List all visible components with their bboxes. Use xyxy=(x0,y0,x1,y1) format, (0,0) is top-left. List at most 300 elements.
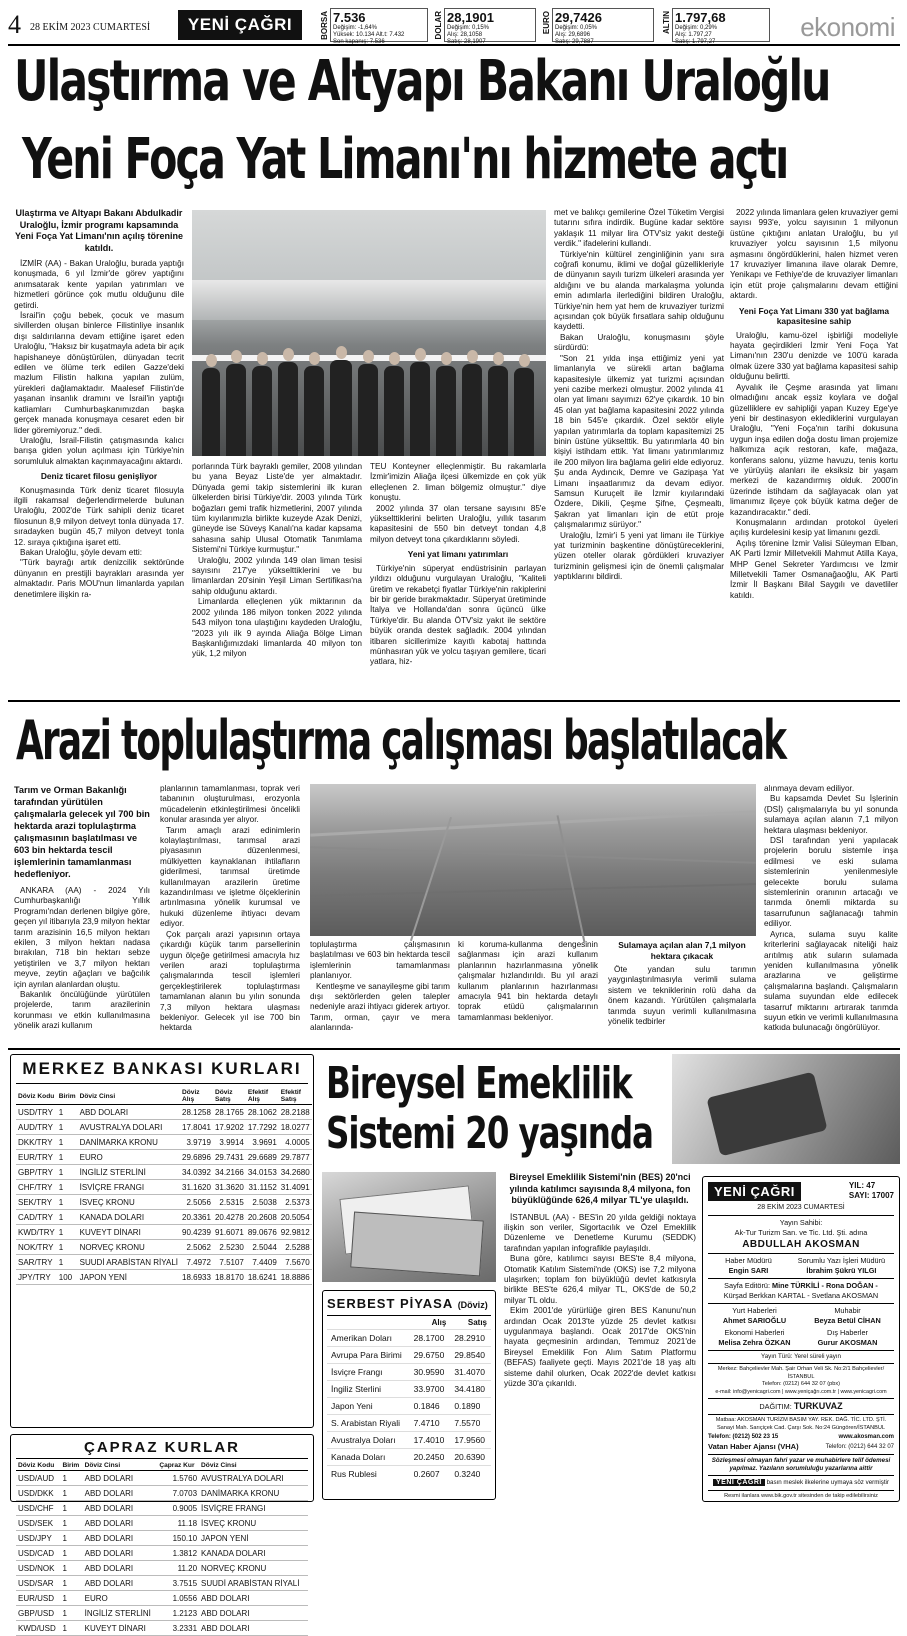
banknote xyxy=(350,1212,484,1277)
ticker-line: Satış: 29,7887 xyxy=(555,39,594,45)
table-row xyxy=(16,1210,312,1225)
table-cell: DKK/TRY xyxy=(16,1135,57,1150)
ticker-label: EURO xyxy=(542,11,551,35)
person xyxy=(252,366,272,456)
table-cell: 0.1890 xyxy=(450,1398,491,1415)
name: Ahmet SARIOĞLU xyxy=(722,1316,787,1325)
table-row xyxy=(16,1240,312,1255)
table-cell: 29.7431 xyxy=(213,1150,246,1165)
table-cell: USD/CAD xyxy=(16,1546,60,1561)
imprint-date: 28 EKİM 2023 CUMARTESİ xyxy=(757,1204,845,1211)
imprint-cell xyxy=(801,1328,894,1348)
article1-col5 xyxy=(730,208,898,601)
table-cell: 1 xyxy=(60,1591,82,1606)
imprint-ilan: Resmi ilanlara www.bik.gov.tr sitesinden de takip edilebilirsiniz xyxy=(724,1493,878,1499)
person xyxy=(278,362,298,456)
table-cell: KANADA DOLARI xyxy=(199,1546,308,1561)
role: Dış Haberler xyxy=(827,1328,868,1337)
divider xyxy=(708,1414,894,1415)
capraz-kurlar-table xyxy=(10,1434,314,1633)
imprint-yil: YIL: 47 xyxy=(848,1181,876,1190)
article3-lead: Bireysel Emeklilik Sistemi'nin (BES) 20'nci yılında katılımcı sayısında 8,4 milyona, fon büyüklüğünde 626,4 milyar TL'ye ulaşıldı. xyxy=(509,1172,691,1205)
table-cell: 20.2608 xyxy=(246,1210,279,1225)
paragraph: Konuşmasında Türk deniz ticaret filosuyla ilgili rakamsal değerlendirmelerde bulunan Uraloğlu, 2002'de Türk sahipli deniz ticaret filosunun 8,9 milyon detveyt tonla dünyada 17. sıradayken bugün 45,7 milyon detveyt tonla 12. sıraya çıktığına işaret etti. xyxy=(14,485,184,547)
ticker-line: Alış: 29,6896 xyxy=(555,32,591,38)
divider xyxy=(8,1048,900,1050)
imprint-note: Sözleşmesi olmayan fahri yazar ve muhabirlere telif ödemesi yapılmaz. Yazıların sorumluluğu yazarlarına aittir xyxy=(711,1457,891,1472)
table-cell: SUUDİ ARABİSTAN RİYALİ xyxy=(199,1576,308,1591)
table-cell: EURO xyxy=(78,1150,180,1165)
imprint-owner-name: ABDULLAH AKOSMAN xyxy=(742,1239,860,1250)
paragraph: ANKARA (AA) - 2024 Yılı Cumhurbaşkanlığı Yıllık Programı'ndan derlenen bilgiye göre, geçen yıl itibarıyla 23,9 milyon hektar tarım arazisinin 16,5 milyon hektarı ekilen, 3 milyon hektarı nadasa bırakılan, 718 bin hektarı sebze yetiştirilen ve 3,7 milyon hektarı meyve, zeytin ağaçları ve bağcılık için ayrılan alanlardan oluştu. xyxy=(14,886,150,989)
imprint-row xyxy=(708,1306,894,1326)
ticker-dolar xyxy=(434,8,536,45)
table-header xyxy=(16,1461,308,1471)
ticker-line: Son kapanış: 7.536 xyxy=(333,39,385,45)
table-cell: ABD DOLARI xyxy=(83,1561,158,1576)
ribbon-cutting-photo xyxy=(192,210,546,456)
divider xyxy=(708,1363,894,1364)
table-cell: İngiliz Sterlini xyxy=(327,1381,410,1398)
article3-headline-line2: Sistemi 20 yaşında xyxy=(326,1108,653,1159)
table-cell: KWD/USD xyxy=(16,1621,60,1636)
imprint-header xyxy=(708,1181,894,1201)
ticker-euro xyxy=(542,8,654,45)
article2-col2 xyxy=(160,784,300,1034)
imprint-agency-phone: Telefon: (0212) 644 32 07 xyxy=(825,1444,894,1450)
table-cell: 1 xyxy=(57,1165,78,1180)
table-cell: KANADA DOLARI xyxy=(78,1210,180,1225)
table-cell: USD/NOK xyxy=(16,1561,60,1576)
table-cell: DANİMARKA KRONU xyxy=(199,1486,308,1501)
table-cell: İSVİÇRE FRANGI xyxy=(78,1180,180,1195)
table-body xyxy=(16,1471,308,1636)
imprint-cell xyxy=(708,1256,789,1276)
table-cell: İSVEÇ KRONU xyxy=(78,1195,180,1210)
paragraph: Uraloğlu, 2002 yılında 149 olan liman tesisi sayısını 217'ye yükselttiklerini ve bu limanlardan 20'sinin Yeşil Liman Sertifikası'na sahip olduğunu aktardı. xyxy=(192,555,362,596)
article1-col1 xyxy=(14,208,184,600)
table-cell: 1 xyxy=(60,1501,82,1516)
imprint-cell xyxy=(801,1306,894,1326)
table-cell: 3.9914 xyxy=(213,1135,246,1150)
table-row xyxy=(16,1150,312,1165)
table-cell: ABD DOLARI xyxy=(199,1591,308,1606)
table-body xyxy=(16,1105,312,1285)
table-cell: 1 xyxy=(57,1255,78,1270)
paragraph: 2002 yılında 37 olan tersane sayısını 85'e yükselttiklerini belirten Uraloğlu, yıllık tasarım kapasitesini de 550 bin detveyt tondan 4,8 milyon detveyt tona çıkardıklarını söyledi. xyxy=(370,503,546,544)
article1-lead: Ulaştırma ve Altyapı Bakanı Abdulkadir Uraloğlu, İzmir programı kapsamında Yeni Foça Yat Limanı'nın açılış törenine katıldı. xyxy=(14,208,184,253)
paragraph: met ve balıkçı gemilerine Özel Tüketim Vergisi tutarını sıfıra indirdik. Bugüne kadar sektöre yaklaşık 11 milyar lira ÖTV'siz yakıt desteği verdik." ifadelerini kullandı. xyxy=(554,208,724,249)
name: TURKUVAZ xyxy=(793,1401,843,1411)
harbor-water xyxy=(192,280,546,320)
table-cell: 28.2910 xyxy=(450,1330,491,1347)
column-header: Döviz Satış xyxy=(213,1088,246,1105)
table-cell: 1.0556 xyxy=(157,1591,199,1606)
table-cell: 7.4710 xyxy=(410,1415,451,1432)
imprint-owner-label: Yayın Sahibi: xyxy=(779,1218,823,1227)
article3-headline-line1: Bireysel Emeklilik xyxy=(326,1058,632,1109)
serbest-title: SERBEST PİYASA xyxy=(327,1296,454,1311)
table-row xyxy=(16,1606,308,1621)
imprint-address: Merkez: Bahçelievler Mah. Şair Orhan Veli Sk. No:2/1 Bahçelievler/İSTANBUL xyxy=(717,1366,885,1380)
paragraph: 2022 yılında limanlara gelen kruvaziyer gemi sayısı 993'e, yolcu sayısının 1 milyonun üstüne çıktığını anlatan Uraloğlu, bu yıl kruvaziyer yolcu sayısının 1,5 milyonu aşmasını öngördüklerini, halen hizmet veren 17 kruvaziyer limanına ilave olarak Demre, Yenikapı ve Fethiye'de de kruvaziyer limanları için etüt proje çalışmalarını devam ettiğini aktardı. xyxy=(730,208,899,301)
table-cell: 34.0153 xyxy=(246,1165,279,1180)
table-cell: İsviçre Frangı xyxy=(327,1364,410,1381)
imprint-cell xyxy=(708,1328,801,1348)
article2-col3 xyxy=(310,940,450,1034)
role: Sayfa Editörü: xyxy=(724,1281,770,1290)
person xyxy=(202,368,220,456)
table-header xyxy=(327,1316,491,1330)
person xyxy=(514,368,534,456)
imprint-row xyxy=(708,1328,894,1348)
section-title: ekonomi xyxy=(800,12,895,42)
divider xyxy=(708,1350,894,1351)
ethics-text: basın meslek ilkelerine uymaya söz vermiştir xyxy=(766,1479,889,1486)
field-line xyxy=(557,815,586,943)
table-row xyxy=(16,1255,312,1270)
table-cell: 17.8041 xyxy=(180,1120,213,1135)
column-header: Döviz Kodu xyxy=(16,1088,57,1105)
table-cell: 0.1846 xyxy=(410,1398,451,1415)
table-cell: 29.6750 xyxy=(410,1347,451,1364)
table-cell: 11.18 xyxy=(157,1516,199,1531)
ticker-value: 28,1901 xyxy=(447,10,494,25)
table-cell: 1 xyxy=(60,1606,82,1621)
table-row xyxy=(16,1501,308,1516)
table-cell: 1 xyxy=(60,1486,82,1501)
table-cell: 29.6689 xyxy=(246,1150,279,1165)
table-cell: İSVİÇRE FRANGI xyxy=(199,1501,308,1516)
table-cell: 2.5062 xyxy=(180,1240,213,1255)
paragraph: ki koruma-kullanma dengesinin sağlanması için arazi kullanım planlarının hazırlanmasına yönelik çalışmalar hızlandırıldı. Bu yıl arazi kullanım planlarının hazırlanması amacıyla 941 bin hektarda detaylı toprak etüdü çalışmalarının tamamlanması bekleniyor. xyxy=(458,940,598,1022)
paragraph: planlarının tamamlanması, toprak veri tabanının oluşturulması, erozyonla mücadelenin etkinleştirilmesi öncelikli konular arasında yer alıyor. xyxy=(160,784,300,825)
table-row xyxy=(327,1449,491,1466)
table-cell: 29.6896 xyxy=(180,1150,213,1165)
table-row xyxy=(327,1330,491,1347)
name: Gurur AKOSMAN xyxy=(817,1338,878,1347)
table-cell: 1 xyxy=(60,1621,82,1636)
ticker-line: Değişim: -1,64% xyxy=(333,25,378,31)
serbest-piyasa-table xyxy=(322,1290,496,1500)
table-cell: 2.5230 xyxy=(213,1240,246,1255)
table-body xyxy=(327,1330,491,1483)
table-cell: İSVEÇ KRONU xyxy=(199,1516,308,1531)
table-cell: 20.2450 xyxy=(410,1449,451,1466)
ticker-value: 1.797,68 xyxy=(675,10,726,25)
ticker-line: Yüksek: 10.134 Alt.t: 7.432 xyxy=(333,32,405,38)
paragraph: Türkiye'nin süperyat endüstrisinin parlayan yıldızı olduğunu vurgulayan Uraloğlu, "Kaliteli üretim ve rekabetçi fiyatlar Türkiye'nin rakiplerini bir bir geride bırakmaktadır. Süperyat üretiminde İtalya ve Hollanda'dan sonra üçüncü ülke Türkiye'dir. Bu alanda ÖTV'siz yakıt ile sektöre büyük oranda destek sağladık. 2004 yılından itibaren sicillerimize kayıtlı kabotaj hattında münhasıran yük ve yolcu taşıyan gemilere, ticari yatlara, hiz- xyxy=(370,563,546,667)
article1-col3 xyxy=(370,462,546,668)
table-cell: 29.7877 xyxy=(279,1150,312,1165)
table-cell: 34.2680 xyxy=(279,1165,312,1180)
imprint-type: Yayın Türü: Yerel süreli yayın xyxy=(761,1353,841,1360)
table-cell: NORVEÇ KRONU xyxy=(78,1240,180,1255)
table-row xyxy=(16,1165,312,1180)
table-cell: 150.10 xyxy=(157,1531,199,1546)
table-cell: ABD DOLARI xyxy=(199,1606,308,1621)
paragraph: Öte yandan sulu tarımın yaygınlaştırılmasıyla verimli sulama sistem ve tekniklerinin rolü daha da önem kazandı. Yürütülen çalışmalarla tarımda suyun verimli kullanılmasına yönelik tedbirler xyxy=(608,965,756,1027)
article2-col5 xyxy=(608,940,756,1027)
imprint-issue xyxy=(849,1181,894,1201)
table-cell: 2.5315 xyxy=(213,1195,246,1210)
table-cell: 1 xyxy=(57,1135,78,1150)
table-cell: 31.4091 xyxy=(279,1180,312,1195)
table-cell: 1.5760 xyxy=(157,1471,199,1486)
divider xyxy=(708,1490,894,1491)
table-cell: USD/TRY xyxy=(16,1105,57,1120)
paragraph: DSİ tarafından yeni yapılacak projelerin borulu sistemle inşa edilmesi ve eski sulama sistemlerinin yenilenmesiyle gelecekte borulu sulama sistemlerinin oranının artacağı ve tarımda önemli miktarda su tasarrufunun sağlanacağı tahmin ediliyor. xyxy=(764,836,898,929)
table-row xyxy=(16,1471,308,1486)
divider xyxy=(708,1475,894,1476)
table-cell: SAR/TRY xyxy=(16,1255,57,1270)
paragraph: porlarında Türk bayraklı gemiler, 2008 yılından bu yana Beyaz Liste'de yer almaktadır. Dünyada gemi takip sistemlerini ilk kuran ülkelerden birisi Türkiye'dir. 2003 yılında Türk boğazları gemi trafik hizmetlerini, 2007 yılında tüm kıyılarımızla birlikte kuzeyde Azak Denizi, güneyde ise Süveyş Kanalı'na kadar kapsama sahasına sahip Ulusal Otomatik Tanımlama Sistemi'ni Türkiye kurmuştur." xyxy=(192,462,362,555)
article2-headline: Arazi toplulaştırma çalışması başlatılacak xyxy=(16,709,786,772)
table-cell: 1 xyxy=(60,1546,82,1561)
column-header: Birim xyxy=(60,1461,82,1471)
person xyxy=(358,364,378,456)
ticker-line: Değişim: 0,29% xyxy=(675,25,718,31)
table-cell: 3.9691 xyxy=(246,1135,279,1150)
ticker-value: 7.536 xyxy=(333,10,366,25)
table-cell: ABD DOLARI xyxy=(83,1516,158,1531)
table-row xyxy=(327,1347,491,1364)
table-row xyxy=(327,1364,491,1381)
table-row xyxy=(16,1105,312,1120)
name: Beyza Betül CİHAN xyxy=(814,1316,881,1325)
table-row xyxy=(327,1381,491,1398)
table-cell: ABD DOLARI xyxy=(83,1486,158,1501)
imprint-press-web: www.akosman.com xyxy=(838,1434,894,1440)
imprint-cell xyxy=(789,1256,894,1276)
table-cell: JAPON YENİ xyxy=(78,1270,180,1285)
table-cell: 0.3240 xyxy=(450,1466,491,1483)
paragraph: TEU Konteyner elleçlenmiştir. Bu rakamlarla İzmir'imizin Aliağa ilçesi ülkemizde en çok yük elleçlenen 2. liman bölgemiz olmuştur." diye konuştu. xyxy=(370,462,546,503)
serbest-title-note: (Döviz) xyxy=(457,1300,488,1310)
imprint-row xyxy=(708,1442,894,1452)
table-row xyxy=(16,1576,308,1591)
merkez-bankasi-table xyxy=(10,1054,314,1428)
paragraph: alınmaya devam ediliyor. xyxy=(764,784,855,793)
table-cell: 100 xyxy=(57,1270,78,1285)
name: Engin SARI xyxy=(728,1266,769,1275)
paragraph: İSTANBUL (AA) - BES'in 20 yılda geldiği noktaya ilişkin son veriler, Sigortacılık ve Özel Emeklilik Düzenleme ve Denetleme Kurumu (SEDDK) tarafından yapılan infografikle paylaşıldı. xyxy=(504,1212,696,1253)
person xyxy=(384,366,404,456)
ticker-label: BORSA xyxy=(320,11,329,40)
table-row xyxy=(16,1195,312,1210)
table-cell: İNGİLİZ STERLİNİ xyxy=(78,1165,180,1180)
table-cell: 20.5054 xyxy=(279,1210,312,1225)
table-cell: 31.1152 xyxy=(246,1180,279,1195)
table-cell: 3.9719 xyxy=(180,1135,213,1150)
divider xyxy=(708,1303,894,1304)
masthead-date: 28 EKİM 2023 CUMARTESİ xyxy=(30,22,151,33)
table-cell: AVUSTRALYA DOLARI xyxy=(199,1471,308,1486)
divider xyxy=(708,1398,894,1399)
table-row xyxy=(16,1591,308,1606)
table-cell: 34.2166 xyxy=(213,1165,246,1180)
ticker-label: DOLAR xyxy=(434,11,443,40)
column-header: Döviz Cinsi xyxy=(83,1461,158,1471)
table-cell: 1 xyxy=(57,1195,78,1210)
table-cell: ABD DOLARI xyxy=(78,1105,180,1120)
paragraph: Bakan Uraloğlu, şöyle devam etti: xyxy=(20,548,142,558)
table-cell: 1 xyxy=(57,1120,78,1135)
divider xyxy=(708,1454,894,1455)
paragraph: Konuşmaların ardından protokol üyeleri açılış kurdelesini kesip yat limanını gezdi. xyxy=(730,517,898,538)
table-cell: 0.9005 xyxy=(157,1501,199,1516)
table-cell: ABD DOLARI xyxy=(83,1471,158,1486)
table-cell: 18.6241 xyxy=(246,1270,279,1285)
table-cell: ABD DOLARI xyxy=(199,1621,308,1636)
money-photo xyxy=(672,1054,900,1164)
article1-subhead: Yeni Foça Yat Limanı 330 yat bağlama kapasitesine sahip xyxy=(738,305,890,327)
paragraph: Buna göre, katılımcı sayısı BES'te 8,4 milyona, Otomatik Katılım Sistemi'nde (OKS) ise 7,2 milyona ulaşırken; toplam fon büyüklüğü devlet katkısıyla birlikte BES'te 626,4 milyar TL, OKS'de de 50,2 milyar TL oldu. xyxy=(504,1254,696,1305)
table-cell: NORVEÇ KRONU xyxy=(199,1561,308,1576)
paragraph: "Türk bayrağı artık denizcilik sektöründe dünyanın en prestijli bayrakları arasında yer almaktadır. Paris MOU'nun limanlarda yapılan denetimlere ilişkin ra- xyxy=(14,558,184,599)
paragraph: Ayvalık ile Çeşme arasında yat limanı olmadığını ancak eşsiz koylara ve doğal güzelliklere ev sahipliği yapan Kuzey Ege'ye yeni bir destinasyon eklediklerini vurgulayan Uraloğlu, "Yeni Foça'nın tarihi dokusuna uygun inşa edilen doğa dostu liman projemize halkımıza açık restoran, kafe, mağaza, konferans salonu, yüzme havuzu, tenis kortu ve yürüyüş alanları ile eksiksiz bir yaşam merkezi de kazandırmış olduk. 2000'in üzerinde istihdam da sağlayacak olan yat limanımız ilçeye çok büyük katma değer de kazandıracaktır." dedi. xyxy=(730,382,898,517)
serbest-rates xyxy=(327,1316,491,1483)
table-cell: 31.3620 xyxy=(213,1180,246,1195)
imprint-sayi: SAYI: 17007 xyxy=(848,1191,894,1200)
table-row xyxy=(16,1120,312,1135)
table-cell: EURO xyxy=(83,1591,158,1606)
table-row xyxy=(16,1621,308,1636)
table-cell: EUR/TRY xyxy=(16,1150,57,1165)
table-cell: Rus Rublesi xyxy=(327,1466,410,1483)
ticker-line: Satış: 1.797,27 xyxy=(675,39,716,45)
table-cell: 17.4010 xyxy=(410,1432,451,1449)
table-cell: 1 xyxy=(57,1180,78,1195)
table-cell: 1 xyxy=(57,1225,78,1240)
ticker-altin xyxy=(662,8,770,45)
imprint-row xyxy=(708,1256,894,1276)
imprint-agency: Vatan Haber Ajansı (VHA) xyxy=(708,1442,799,1451)
table-cell: 2.5038 xyxy=(246,1195,279,1210)
table-cell: 28.1258 xyxy=(180,1105,213,1120)
paragraph: Uraloğlu, İzmir'i 5 yeni yat limanı ile Türkiye yat turizminin başkentine dönüştüreceklerini, yüzen oteller olarak gördükleri kruvaziyer turizminin gelişmesi için de önemli çalışmalar yaptıklarını bildirdi. xyxy=(554,530,724,582)
imprint-logo: YENİ ÇAĞRI xyxy=(708,1182,801,1201)
table-cell: 20.6390 xyxy=(450,1449,491,1466)
table-cell: 11.20 xyxy=(157,1561,199,1576)
imprint-phone: Telefon: (0212) 644 32 07 (pbx) xyxy=(761,1381,841,1387)
table-cell: EUR/USD xyxy=(16,1591,60,1606)
article2-subhead: Sulamaya açılan alan 7,1 milyon hektara çıkacak xyxy=(618,940,746,961)
table-row xyxy=(16,1561,308,1576)
column-header: Efektif Alış xyxy=(246,1088,279,1105)
table-cell: 17.7292 xyxy=(246,1120,279,1135)
table-cell: USD/SAR xyxy=(16,1576,60,1591)
table-cell: 7.5670 xyxy=(279,1255,312,1270)
wallet xyxy=(706,1072,827,1157)
ticker-label: ALTIN xyxy=(662,11,671,34)
role: Ekonomi Haberleri xyxy=(724,1328,785,1337)
article1-subhead: Deniz ticaret filosu genişliyor xyxy=(40,471,158,482)
paragraph: Limanlarda elleçlenen yük miktarının da 2002 yılında 186 milyon tonken 2022 yılında 543 milyon tona ulaştığını kaydeden Uraloğlu, "2023 yılı ilk 9 ayında Aliağa Bölge Liman Başkanlığımızdaki limanlarda 40 milyon ton yük, 1,2 milyon xyxy=(192,597,362,659)
table-cell: 28.1062 xyxy=(246,1105,279,1120)
table-row xyxy=(16,1546,308,1561)
table-cell: NOK/TRY xyxy=(16,1240,57,1255)
table-cell: Avustralya Doları xyxy=(327,1432,410,1449)
article1-headline-line2: Yeni Foça Yat Limanı'nı hizmete açtı xyxy=(22,127,788,192)
column-header: Efektif Satış xyxy=(279,1088,312,1105)
table-cell: 31.4070 xyxy=(450,1364,491,1381)
person xyxy=(226,364,246,456)
table-cell: 2.5373 xyxy=(279,1195,312,1210)
table-cell: JAPON YENİ xyxy=(199,1531,308,1546)
ticker-borsa xyxy=(320,8,428,45)
table-cell: USD/CHF xyxy=(16,1501,60,1516)
table-cell: 1 xyxy=(57,1210,78,1225)
table-cell: 89.0676 xyxy=(246,1225,279,1240)
table-row xyxy=(16,1486,308,1501)
table-cell: 2.5056 xyxy=(180,1195,213,1210)
paragraph: Uraloğlu, İsrail-Filistin çatışmasında kalıcı barışa giden yolun açılması için Türkiye'nin sorumluluk almaktan kaçınmayacağını aktardı. xyxy=(14,435,184,466)
person xyxy=(436,366,456,456)
ticker-value: 29,7426 xyxy=(555,10,602,25)
table-cell: AVUSTRALYA DOLARI xyxy=(78,1120,180,1135)
table-cell: 17.9560 xyxy=(450,1432,491,1449)
table-cell: 17.9202 xyxy=(213,1120,246,1135)
column-header xyxy=(327,1316,410,1330)
page-number: 4 xyxy=(8,10,21,39)
column-header: Çapraz Kur xyxy=(157,1461,199,1471)
imprint-press: Matbaa: AKOSMAN TURİZM BASIM YAY. REK. DAĞ. TİC. LTD. ŞTİ. xyxy=(715,1417,887,1423)
person xyxy=(410,362,430,456)
table-cell: Amerikan Doları xyxy=(327,1330,410,1347)
table-cell: 33.9700 xyxy=(410,1381,451,1398)
table-cell: 18.0277 xyxy=(279,1120,312,1135)
table-cell: 91.6071 xyxy=(213,1225,246,1240)
column-header: Döviz Cinsi xyxy=(78,1088,180,1105)
imprint-press-phone: Telefon: (0212) 502 23 15 xyxy=(708,1434,779,1440)
table-cell: 1 xyxy=(60,1561,82,1576)
merkez-rates xyxy=(16,1088,312,1285)
table-cell: 3.2331 xyxy=(157,1621,199,1636)
table-cell: 7.4972 xyxy=(180,1255,213,1270)
table-cell: 29.8540 xyxy=(450,1347,491,1364)
field-line xyxy=(310,883,756,897)
article2-lead: Tarım ve Orman Bakanlığı tarafından yürütülen çalışmalarla gelecek yıl 700 bin hektarda arazi toplulaştırma çalışmasının başlatılması ve 603 bin hektarda tescil işlemlerinin tamamlanması hedefleniyor. xyxy=(14,785,150,879)
table-cell: CAD/TRY xyxy=(16,1210,57,1225)
table-row xyxy=(16,1135,312,1150)
table-row xyxy=(16,1270,312,1285)
serbest-title-row xyxy=(327,1295,491,1316)
table-cell: JPY/TRY xyxy=(16,1270,57,1285)
paragraph: Çok parçalı arazi yapısının ortaya çıkardığı küçük tarım parsellerinin uygun ölçeğe getirilmesi amacıyla hız verilen arazi toplulaştırma çalışmalarında tescil işlemleri gerçekleştirilerek toplulaştırması tamamlanan alanın bu yılın sonunda 7,3 milyon hektara ulaşması bekleniyor. Gelecek yıl ise 700 bin hektarda xyxy=(160,929,300,1033)
table-row xyxy=(327,1466,491,1483)
article2-col6 xyxy=(764,784,898,1034)
table-cell: SUUDİ ARABİSTAN RİYALİ xyxy=(78,1255,180,1270)
table-cell: 7.5107 xyxy=(213,1255,246,1270)
role: Yurt Haberleri xyxy=(732,1306,777,1315)
person xyxy=(462,364,482,456)
field-line xyxy=(310,846,756,864)
table-cell: 92.9812 xyxy=(279,1225,312,1240)
table-row xyxy=(16,1225,312,1240)
paragraph: İsrail'in çoğu bebek, çocuk ve masum sivillerden oluşan binlerce Filistinliye insanlık dışı saldırılarına devam ettiğine işaret eden Uraloğlu, "Haksız bir kuşatmayla adeta bir açık hapishaneye dönüştürülen, dünyadan tecrit edilen ve ölüme terk edilen Gazze'deki mazlum Filistin halkına yapılan zulüm, yürekleri dağlamaktadır. Maalesef Filistin'de yaşanan insanlık dramını ve İsrail'in yaptığı katliamları Cumhurbaşkanımızdan başka gerçek manada konuşmaya cesaret eden bir lider göremiyoruz." dedi. xyxy=(14,311,184,435)
table-cell: 1 xyxy=(57,1240,78,1255)
table-cell: 1.3812 xyxy=(157,1546,199,1561)
table-row xyxy=(327,1432,491,1449)
ticker-line: Alış: 1.797,27 xyxy=(675,32,712,38)
person xyxy=(330,360,352,456)
paragraph: Kentleşme ve sanayileşme gibi tarım dışı sektörlerden gelen talepler nedeniyle arazi ihtiyacı giderek artıyor. Tarım, orman, çayır ve mera alanlarında- xyxy=(310,981,450,1033)
table-cell: USD/DKK xyxy=(16,1486,60,1501)
table-cell: USD/AUD xyxy=(16,1471,60,1486)
banknotes-photo xyxy=(322,1172,496,1282)
table-cell: 20.4278 xyxy=(213,1210,246,1225)
